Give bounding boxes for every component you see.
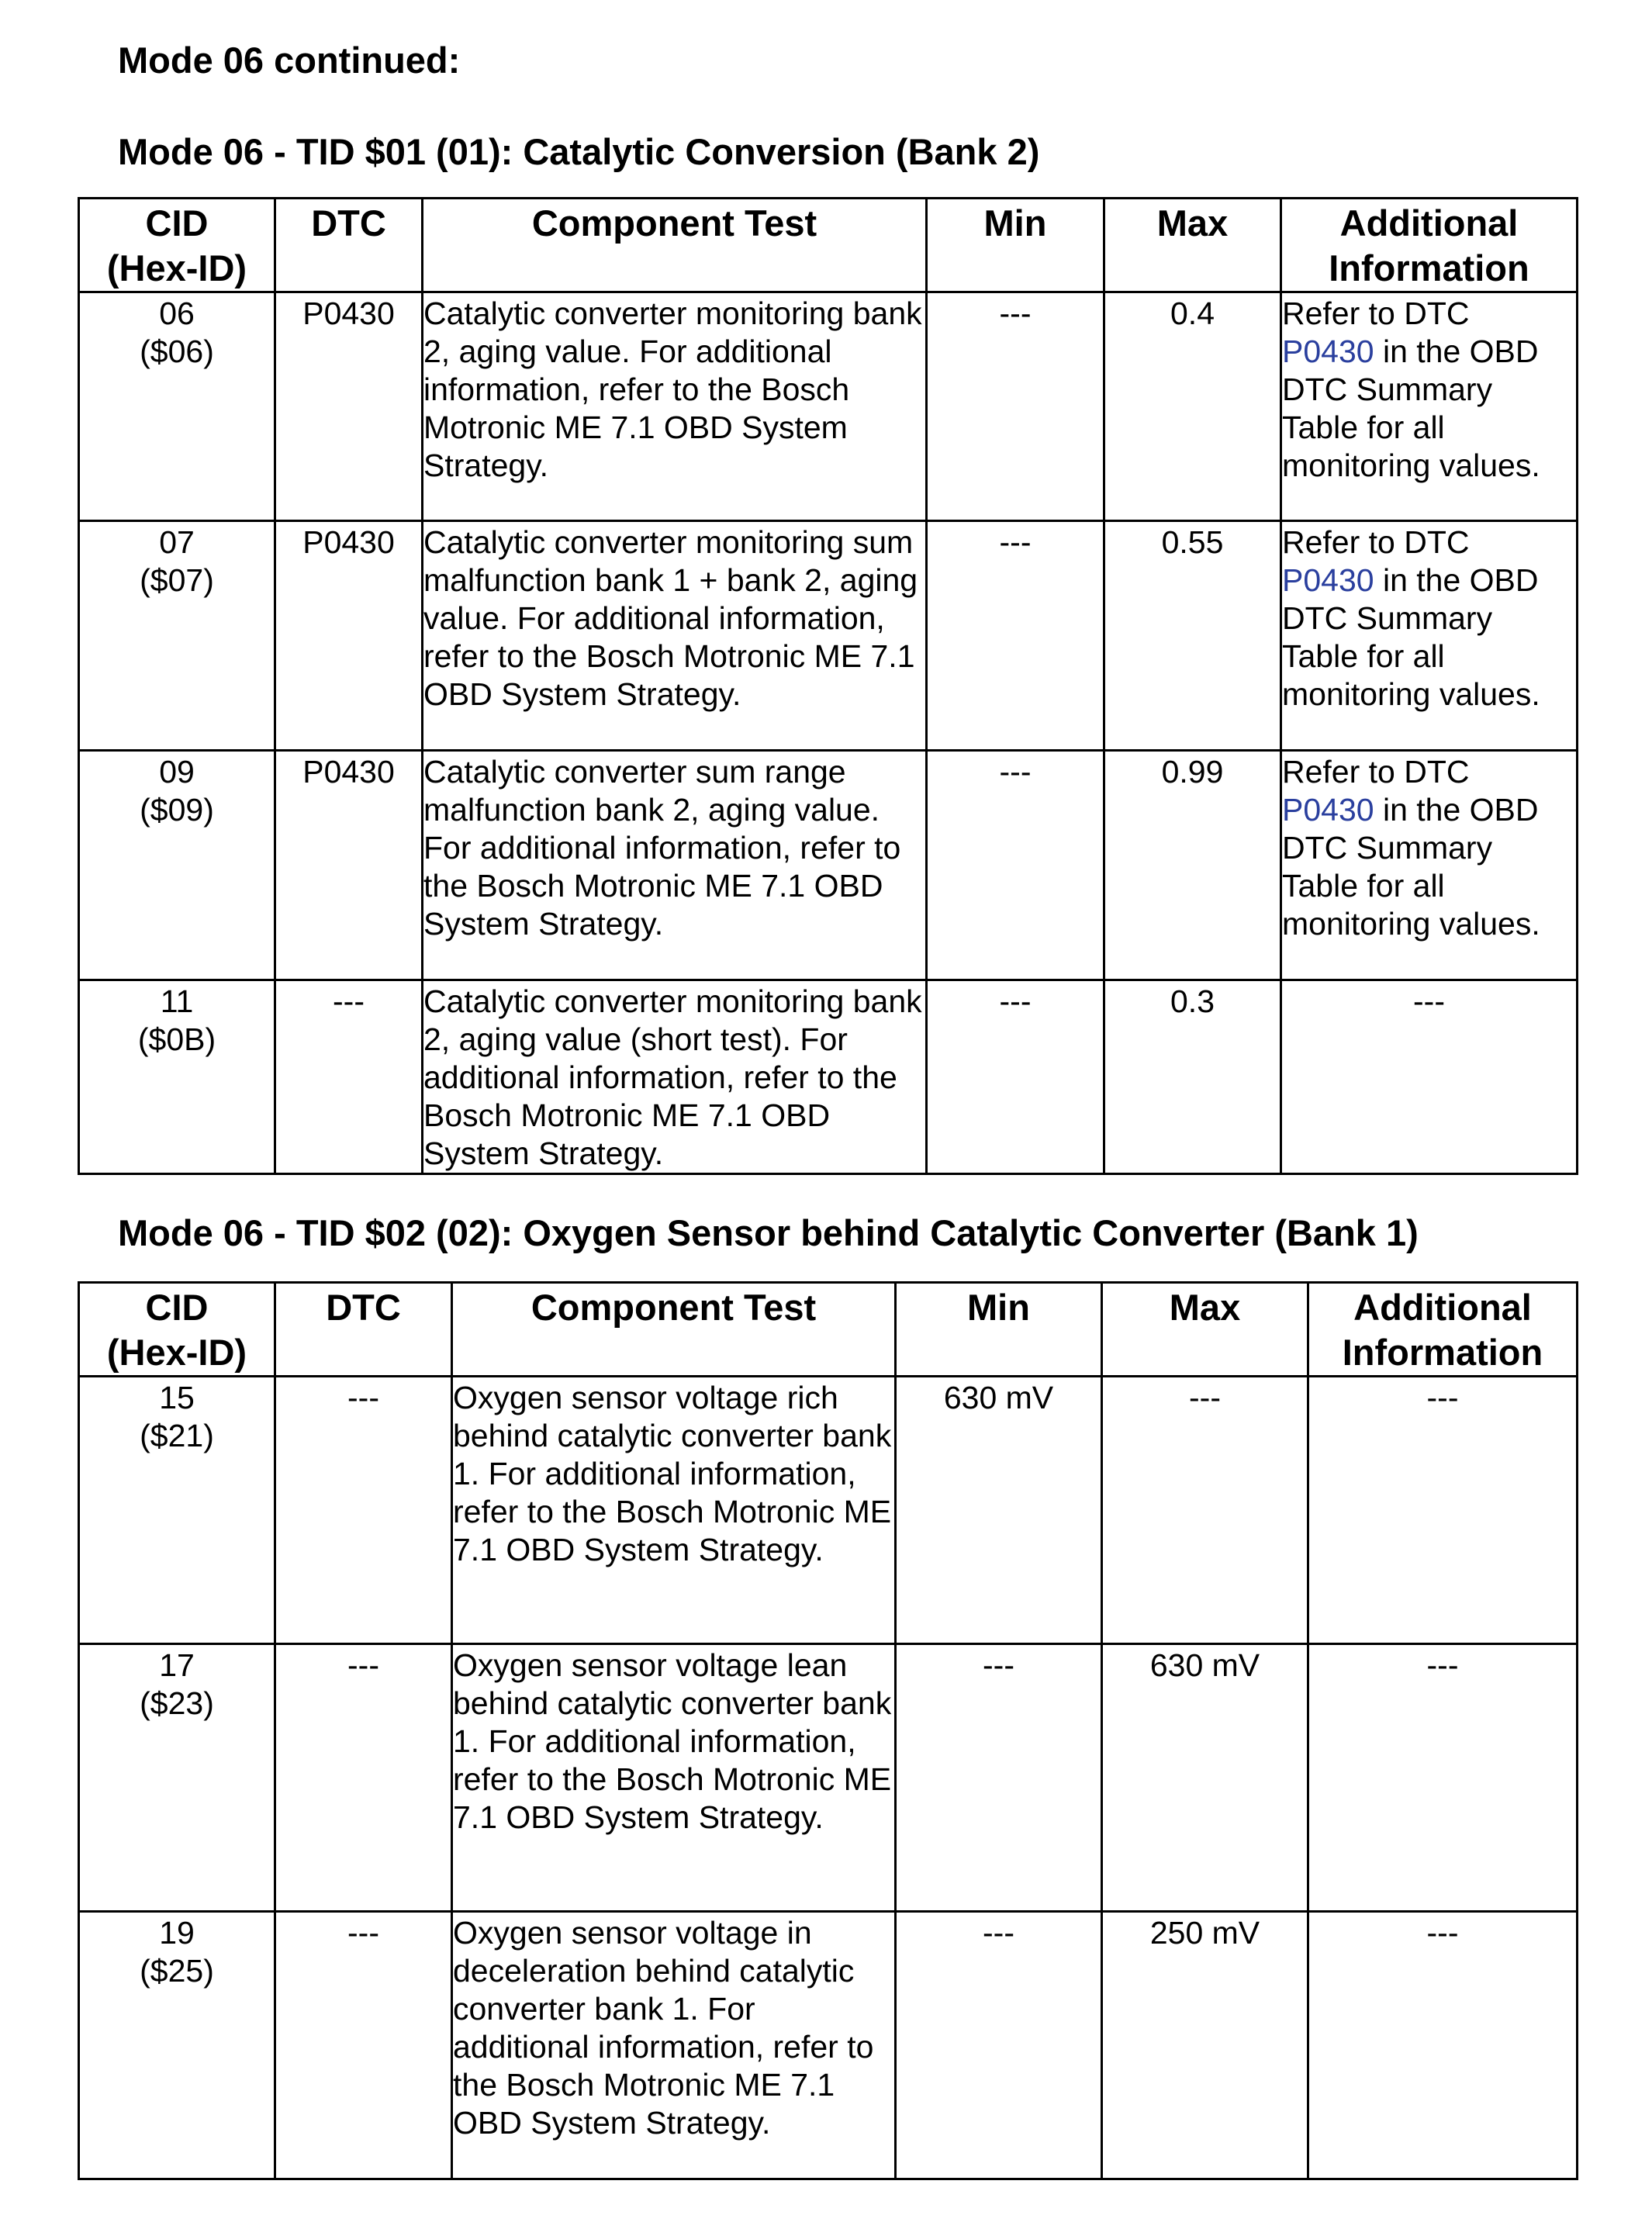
component-test-cell: Oxygen sensor voltage lean behind catalytic converter bank 1. For additional information, refer to the Bosch Motronic ME 7.1 OBD System Strategy. [452, 1644, 896, 1912]
min-cell: --- [927, 521, 1104, 751]
info-header-line1: Additional [1353, 1287, 1532, 1328]
section-title-tid-02: Mode 06 - TID $02 (02): Oxygen Sensor behind Catalytic Converter (Bank 1) [118, 1212, 1419, 1253]
table-row [79, 1912, 1578, 2179]
cid-cell [79, 521, 275, 751]
column-header-dtc: DTC [275, 1283, 452, 1377]
column-header-max: Max [1104, 199, 1281, 292]
min-cell: --- [927, 751, 1104, 980]
info-text-tail: in the OBD DTC Summary Table for all monitoring values. [1282, 562, 1540, 712]
cid-header-line1: CID [145, 202, 209, 244]
cid-value: 09 [159, 754, 195, 790]
additional-info-cell [1281, 521, 1578, 751]
dtc-link[interactable]: P0430 [1282, 792, 1374, 828]
column-header-max: Max [1102, 1283, 1308, 1377]
column-header-min: Min [927, 199, 1104, 292]
min-cell: 630 mV [896, 1377, 1102, 1644]
dtc-cell: P0430 [275, 521, 423, 751]
component-test-cell: Catalytic converter sum range malfunction bank 2, aging value. For additional information, refer to the Bosch Motronic ME 7.1 OBD System Strategy. [423, 751, 927, 980]
max-cell: 630 mV [1102, 1644, 1308, 1912]
min-cell: --- [896, 1912, 1102, 2179]
dtc-cell: --- [275, 1644, 452, 1912]
dtc-cell: --- [275, 1912, 452, 2179]
cid-value: 06 [159, 295, 195, 331]
cid-cell [79, 1377, 275, 1644]
cid-cell [79, 1644, 275, 1912]
table-header-row [79, 199, 1578, 292]
cid-cell [79, 1912, 275, 2179]
cid-header-line2: (Hex-ID) [106, 1332, 247, 1373]
max-cell: --- [1102, 1377, 1308, 1644]
table-row [79, 980, 1578, 1174]
dtc-cell: --- [275, 980, 423, 1174]
min-cell: --- [896, 1644, 1102, 1912]
column-header-min: Min [896, 1283, 1102, 1377]
cid-header-line2: (Hex-ID) [106, 247, 247, 289]
info-text: Refer to DTC [1282, 524, 1470, 560]
max-cell: 0.3 [1104, 980, 1281, 1174]
info-text: Refer to DTC [1282, 295, 1470, 331]
table-row [79, 292, 1578, 521]
hex-id-value: ($23) [140, 1685, 214, 1721]
cid-value: 19 [159, 1915, 195, 1951]
column-header-component-test: Component Test [452, 1283, 896, 1377]
cid-value: 17 [159, 1647, 195, 1683]
dtc-link[interactable]: P0430 [1282, 562, 1374, 598]
section-title-tid-01: Mode 06 - TID $01 (01): Catalytic Conversion (Bank 2) [118, 131, 1040, 172]
dtc-link[interactable]: P0430 [1282, 333, 1374, 369]
dtc-cell: --- [275, 1377, 452, 1644]
component-test-cell: Catalytic converter monitoring sum malfunction bank 1 + bank 2, aging value. For additional information, refer to the Bosch Motronic ME 7.1 OBD System Strategy. [423, 521, 927, 751]
table-row [79, 1644, 1578, 1912]
additional-info-cell [1281, 751, 1578, 980]
info-header-line2: Information [1329, 247, 1529, 289]
additional-info-cell: --- [1308, 1377, 1578, 1644]
component-test-cell: Catalytic converter monitoring bank 2, aging value. For additional information, refer to the Bosch Motronic ME 7.1 OBD System Strategy. [423, 292, 927, 521]
hex-id-value: ($25) [140, 1953, 214, 1989]
hex-id-value: ($06) [140, 333, 214, 369]
hex-id-value: ($21) [140, 1418, 214, 1453]
column-header-cid [79, 1283, 275, 1377]
additional-info-cell [1281, 292, 1578, 521]
component-test-cell: Oxygen sensor voltage rich behind catalytic converter bank 1. For additional information, refer to the Bosch Motronic ME 7.1 OBD System Strategy. [452, 1377, 896, 1644]
catalytic-conversion-table [78, 197, 1578, 1175]
info-text-tail: in the OBD DTC Summary Table for all monitoring values. [1282, 333, 1540, 483]
cid-value: 11 [160, 983, 194, 1019]
table-row [79, 1377, 1578, 1644]
table-row [79, 521, 1578, 751]
oxygen-sensor-table [78, 1281, 1578, 2180]
additional-info-cell: --- [1308, 1644, 1578, 1912]
info-text-tail: in the OBD DTC Summary Table for all monitoring values. [1282, 792, 1540, 942]
cid-cell [79, 980, 275, 1174]
min-cell: --- [927, 292, 1104, 521]
page-heading: Mode 06 continued: [118, 40, 461, 81]
cid-cell [79, 751, 275, 980]
cid-value: 07 [159, 524, 195, 560]
column-header-cid [79, 199, 275, 292]
column-header-dtc: DTC [275, 199, 423, 292]
info-header-line2: Information [1342, 1332, 1543, 1373]
cid-header-line1: CID [145, 1287, 209, 1328]
column-header-additional-information [1281, 199, 1578, 292]
hex-id-value: ($0B) [137, 1021, 216, 1057]
info-header-line1: Additional [1339, 202, 1519, 244]
table-row [79, 751, 1578, 980]
additional-info-cell: --- [1308, 1912, 1578, 2179]
max-cell: 250 mV [1102, 1912, 1308, 2179]
dtc-cell: P0430 [275, 751, 423, 980]
info-text: Refer to DTC [1282, 754, 1470, 790]
hex-id-value: ($09) [140, 792, 214, 828]
cid-value: 15 [159, 1380, 195, 1415]
table-header-row [79, 1283, 1578, 1377]
component-test-cell: Oxygen sensor voltage in deceleration behind catalytic converter bank 1. For additional information, refer to the Bosch Motronic ME 7.1 OBD System Strategy. [452, 1912, 896, 2179]
additional-info-cell: --- [1281, 980, 1578, 1174]
max-cell: 0.4 [1104, 292, 1281, 521]
hex-id-value: ($07) [140, 562, 214, 598]
column-header-component-test: Component Test [423, 199, 927, 292]
component-test-cell: Catalytic converter monitoring bank 2, aging value (short test). For additional information, refer to the Bosch Motronic ME 7.1 OBD System Strategy. [423, 980, 927, 1174]
min-cell: --- [927, 980, 1104, 1174]
cid-cell [79, 292, 275, 521]
max-cell: 0.99 [1104, 751, 1281, 980]
max-cell: 0.55 [1104, 521, 1281, 751]
column-header-additional-information [1308, 1283, 1578, 1377]
dtc-cell: P0430 [275, 292, 423, 521]
